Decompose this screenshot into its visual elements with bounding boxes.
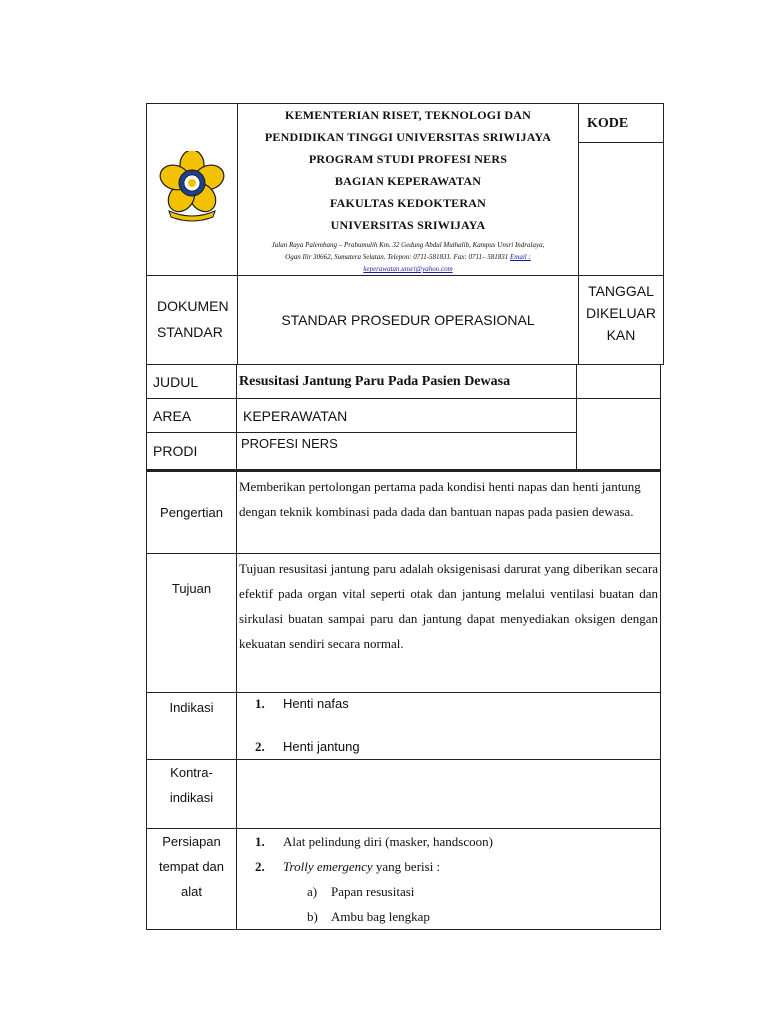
prodi-value: PROFESI NERS [237,433,577,470]
institution-cell [238,104,579,276]
institution-line-6: UNIVERSITAS SRIWIJAYA [330,218,486,232]
persiapan-label-2: tempat dan [158,859,225,874]
persiapan-sub-item-b-text: Ambu bag lengkap [331,909,430,924]
persiapan-cell [237,829,661,930]
area-label: AREA [147,399,237,433]
institution-line-3: PROGRAM STUDI PROFESI NERS [308,152,508,166]
header-table [146,103,664,365]
prodi-label: PRODI [147,433,237,470]
procedure-table [146,470,661,930]
persiapan-label-cell [147,829,237,930]
standar-label: STANDAR [157,324,223,340]
pengertian-cell [237,471,661,554]
persiapan-label-3: alat [181,884,202,899]
area-prodi-empty-cell [577,399,661,470]
tanggal-label-2: DIKELUAR [585,305,657,321]
logo-cell [147,104,238,276]
persiapan-item-2-italic: Trolly emergency [283,859,373,874]
persiapan-label-1: Persiapan [162,834,221,849]
indikasi-item-2-num: 2. [255,739,265,754]
address-block [238,239,578,275]
indikasi-label: Indikasi [147,693,237,760]
kode-divider [579,142,663,143]
dokumen-label: DOKUMEN [157,298,229,314]
persiapan-sub-item-b [307,904,660,929]
indikasi-item-2 [255,736,660,757]
tanggal-label-1: TANGGAL [588,283,654,299]
sop-document [146,103,660,930]
persiapan-sub-item-a-num: a) [307,884,318,899]
tanggal-cell [579,276,664,365]
persiapan-item-2-num: 2. [255,859,265,874]
judul-value: Resusitasi Jantung Paru Pada Pasien Dewasa [237,365,577,399]
university-logo-icon [157,151,227,223]
meta-table [146,365,661,470]
indikasi-item-2-text: Henti jantung [283,739,360,754]
email-label: Email : [510,253,531,261]
indikasi-item-1 [255,693,660,714]
email-link[interactable]: keperawatan.unsri@yahoo.com [363,265,453,273]
tanggal-label-3: KAN [606,327,636,343]
address-line-1: Jalan Raya Palembang – Prabumulih Km. 32 Gedung Abdul Muthalib, Kampus Unsri Indralaya, [271,241,545,249]
persiapan-sub-item-a [307,879,660,904]
kontra-label-1: Kontra- [170,765,213,780]
institution-line-2: PENDIDIKAN TINGGI UNIVERSITAS SRIWIJAYA [264,130,552,144]
indikasi-item-1-num: 1. [255,696,265,711]
persiapan-item-1-num: 1. [255,834,265,849]
persiapan-item-2 [255,854,660,879]
kontra-label-2: indikasi [169,790,214,805]
indikasi-cell [237,693,661,760]
institution-line-5: FAKULTAS KEDOKTERAN [330,196,486,210]
institution-line-1: KEMENTERIAN RISET, TEKNOLOGI DAN [284,108,531,122]
address-line-2 [238,251,578,263]
institution-line-4: BAGIAN KEPERAWATAN [334,174,482,188]
kode-label: KODE [587,116,629,131]
tujuan-cell [237,554,661,693]
persiapan-item-1 [255,829,660,854]
persiapan-item-1-text: Alat pelindung diri (masker, handscoon) [283,834,493,849]
tujuan-label: Tujuan [147,554,237,693]
kontra-cell [237,760,661,829]
document-title: STANDAR PROSEDUR OPERASIONAL [238,276,579,365]
persiapan-item-2-rest: yang berisi : [372,859,441,874]
persiapan-sub-item-a-text: Papan resusitasi [331,884,415,899]
pengertian-label: Pengertian [147,471,237,554]
judul-label: JUDUL [147,365,237,399]
tujuan-text: Tujuan resusitasi jantung paru adalah oksigenisasi darurat yang diberikan secara efektif pada organ vital seperti otak dan jantung melalui ventilasi buatan dan sirkulasi buatan sampai paru dan jantung dapat menyediakan oksigen dengan kekuatan sendiri secara normal. [239,561,658,651]
address-line-2-text: Ogan Ilir 30662, Sumatera Selatan. Telepon: 0711-581831. Fax: 0711– 581831 [285,253,509,261]
dokumen-standar-cell [147,276,238,365]
pengertian-text: Memberikan pertolongan pertama pada kondisi henti napas dan henti jantung dengan teknik kombinasi pada dada dan bantuan napas pada pasien dewasa. [239,479,641,519]
persiapan-sub-item-b-num: b) [307,909,318,924]
kode-cell [579,104,664,276]
judul-empty-cell [577,365,661,399]
indikasi-item-1-text: Henti nafas [283,696,349,711]
kontra-label-cell [147,760,237,829]
area-value: KEPERAWATAN [237,399,577,433]
